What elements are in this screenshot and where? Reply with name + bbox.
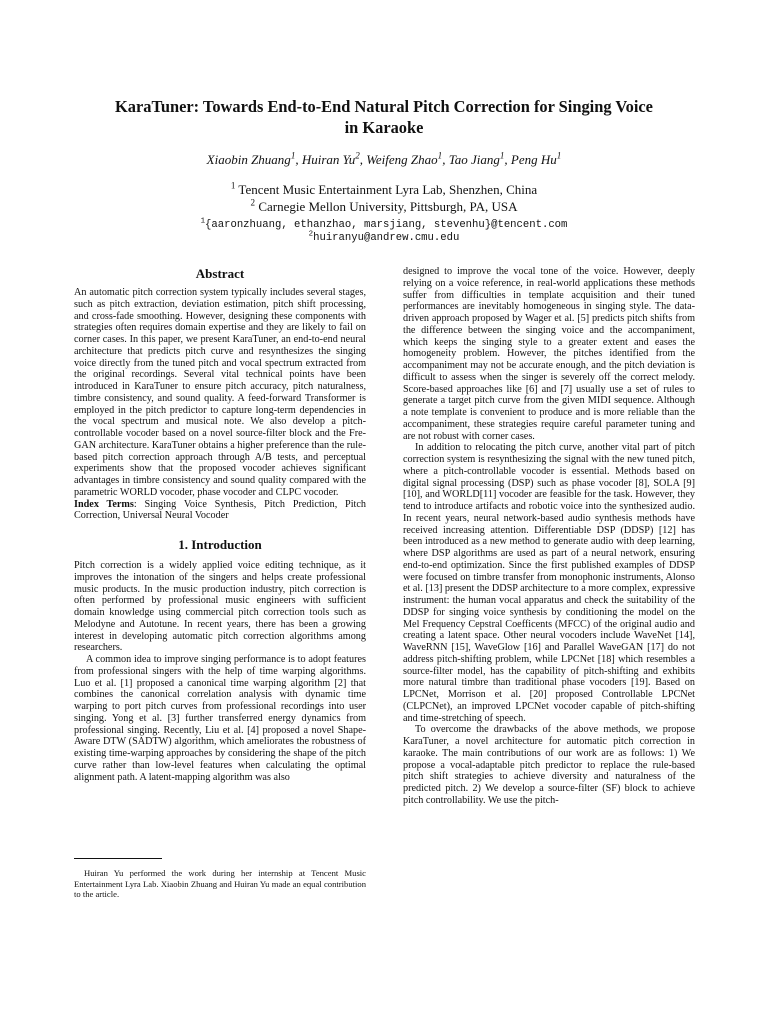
author-list [60,152,708,168]
footnote-text: Huiran Yu performed the work during her internship at Tencent Music Entertainment Lyra Lab. Xiaobin Zhuang and Huiran Yu made an equal contribution to the article. [74,868,366,899]
author-1: Xiaobin Zhuang$^1$, [206,150,302,167]
affiliations [60,182,708,215]
affiliation-2: $^2$ Carnegie Mellon University, Pittsburgh, PA, USA [250,197,518,214]
index-terms [74,499,366,523]
author-emails [60,219,708,245]
abstract-heading: Abstract [195,266,245,281]
author-4: Tao Jiang$^1$, [448,150,511,167]
right-column [403,266,695,807]
intro-paragraph-1: Pitch correction is a widely applied voice editing technique, as it improves the intonation of the singers and helps create professional music products. In the music production industry, pitch correction is often performed by professional music engineers with sufficient domain knowledge using commercial pitch correction tools such as Melodyne and Autotune. In recent years, there has been a growing interest in developing automatic pitch correction algorithms among researchers. [74,560,366,654]
index-terms-label: Index Terms [74,498,134,510]
index-terms-text: : Singing Voice Synthesis, Pitch Prediction, Pitch Correction, Universal Neural Vocoder [74,498,366,522]
author-2: Huiran Yu$^2$, [301,150,367,167]
intro-heading: 1. Introduction [178,537,262,552]
email-line-2: $^2$huiranyu@andrew.cmu.edu [308,230,460,244]
title-line-2: in Karaoke [344,118,424,137]
right-paragraph-1: designed to improve the vocal tone of the voice. However, deeply relying on a voice reference, in real-world applications these methods suffer from difficulties in template acquisition and their tuned performances are inevitably homogeneous in singing style. The data-driven approach proposed by Wager et al. [5] predicts pitch shifts from the difference between the singing voice and the accompaniment, which keeps the singing style to a greater extent and eases the homogeneity problem. However, the pitches identified from the accompaniment may not be accurate enough, and the pitch deviation is difficult to assess when the singer is severely off the correct melody. Score-based approaches like [6] and [7] usually use a set of rules to generate a target pitch curve from the given MIDI sequence. Although a note template is convenient to produce and is more reliable than the accompaniment, these strategies require careful parameter tuning and are not robust with corner cases. [403,266,695,442]
right-paragraph-3: To overcome the drawbacks of the above methods, we propose KaraTuner, a novel architecture for automatic pitch correction in karaoke. The main contributions of our work are as follows: 1) We propose a vocal-adaptable pitch predictor to replace the rule-based pitch shift strategies to achieve diversity and naturalness of the predicted pitch. 2) We develop a source-filter (SF) block to achieve pitch controllability. We use the pitch- [403,724,695,806]
footnote-rule [74,858,162,859]
arxiv-stamp [8,290,42,690]
affiliation-1: $^1$ Tencent Music Entertainment Lyra Lab, Shenzhen, China [230,180,538,197]
author-5: Peng Hu$^1$ [510,150,562,167]
intro-paragraph-2: A common idea to improve singing performance is to adopt features from professional singers with the help of time warping algorithms. Luo et al. [1] proposed a canonical time warping algorithm [2] that combines the canonical correlation analysis with dynamic time warping to port pitch curves from professional recordings into user singing. Yong et al. [3] further transferred energy dynamics from professional singing. Recently, Liu et al. [4] proposed a novel Shape-Aware DTW (SADTW) algorithm, which ameliorates the robustness of existing time-warping approaches by considering the shape of the pitch curve rather than low-level features when calculating the optimal alignment path. A latent-mapping algorithm was also [74,654,366,783]
author-3: Weifeng Zhao$^1$, [366,150,449,167]
footnote [74,858,366,900]
right-paragraph-2: In addition to relocating the pitch curve, another vital part of pitch correction system is resynthesizing the signal with the new tuned pitch, where a pitch-controllable vocoder is essential. Methods based on digital signal processing (DSP) such as phase vocoder [8], SOLA [9] [10], and WORLD[11] vocoder are feasible for the task. However, they tend to introduce artifacts and robotic voice into the synthesized audio. In recent years, neural network-based audio synthesis methods have received increasing attention. Differentiable DSP (DDSP) [12] has been introduced as a new method to generate audio with deep learning, where DSP algorithms are used as part of a neural network, ensuring end-to-end optimization. Since the first published examples of DDSP were focused on timbre transfer from monophonic instruments, Alonso et al. [13] present the DDSP architecture to a more complex, expressive instrument: the human vocal apparatus and check the suitability of the DDSP for singing voice synthesis by conditioning the model on the Mel Frequency Cepstral Coefficents (MFCC) of the original audio and creating a latent space. Other neural vocoders include WaveNet [14], WaveRNN [15], WaveGlow [16] and Parallel WaveGAN [17] do not address pitch-shifting problem, while LPCNet [18] which resembles a source-filter model, has the capability of pitch-shifting and exhibits more natural timbre than traditional phase vocoders [19]. Based on LPCNet, Morrison et al. [20] proposed Controllable LPCNet (CLPCNet), an improved LPCNet vocoder capable of pitch-shifting and time-stretching of speech. [403,442,695,724]
email-line-1: $^1${aaronzhuang, ethanzhao, marsjiang, stevenhu}@tencent.com [200,217,568,231]
title-line-1: KaraTuner: Towards End-to-End Natural Pitch Correction for Singing Voice [115,97,653,116]
abstract-text: An automatic pitch correction system typically includes several stages, such as pitch extraction, deviation estimation, pitch shift processing, and cross-fade smoothing. However, designing these components with strategies often requires domain expertise and they are likely to fail on corner cases. In this paper, we present KaraTuner, an end-to-end neural architecture that predicts pitch curve and resynthesizes the singing voice directly from the tuned pitch and vocal spectrum extracted from the original recordings. Several vital technical points have been introduced in KaraTuner to ensure pitch accuracy, pitch naturalness, timbre consistency, and sound quality. A feed-forward Transformer is employed in the pitch predictor to capture long-term dependencies in the vocal spectrum and musical note. We also develop a pitch-controllable vocoder based on a novel source-filter block and the Fre-GAN architecture. KaraTuner obtains a higher preference than the rule-based pitch correction approach through A/B tests, and perceptual experiments show that the proposed vocoder achieves significant advantages in timbre consistency and sound quality compared with the parametric WORLD vocoder, phase vocoder and CLPC vocoder. [74,287,366,498]
paper-title [60,96,708,138]
left-column [74,266,366,783]
